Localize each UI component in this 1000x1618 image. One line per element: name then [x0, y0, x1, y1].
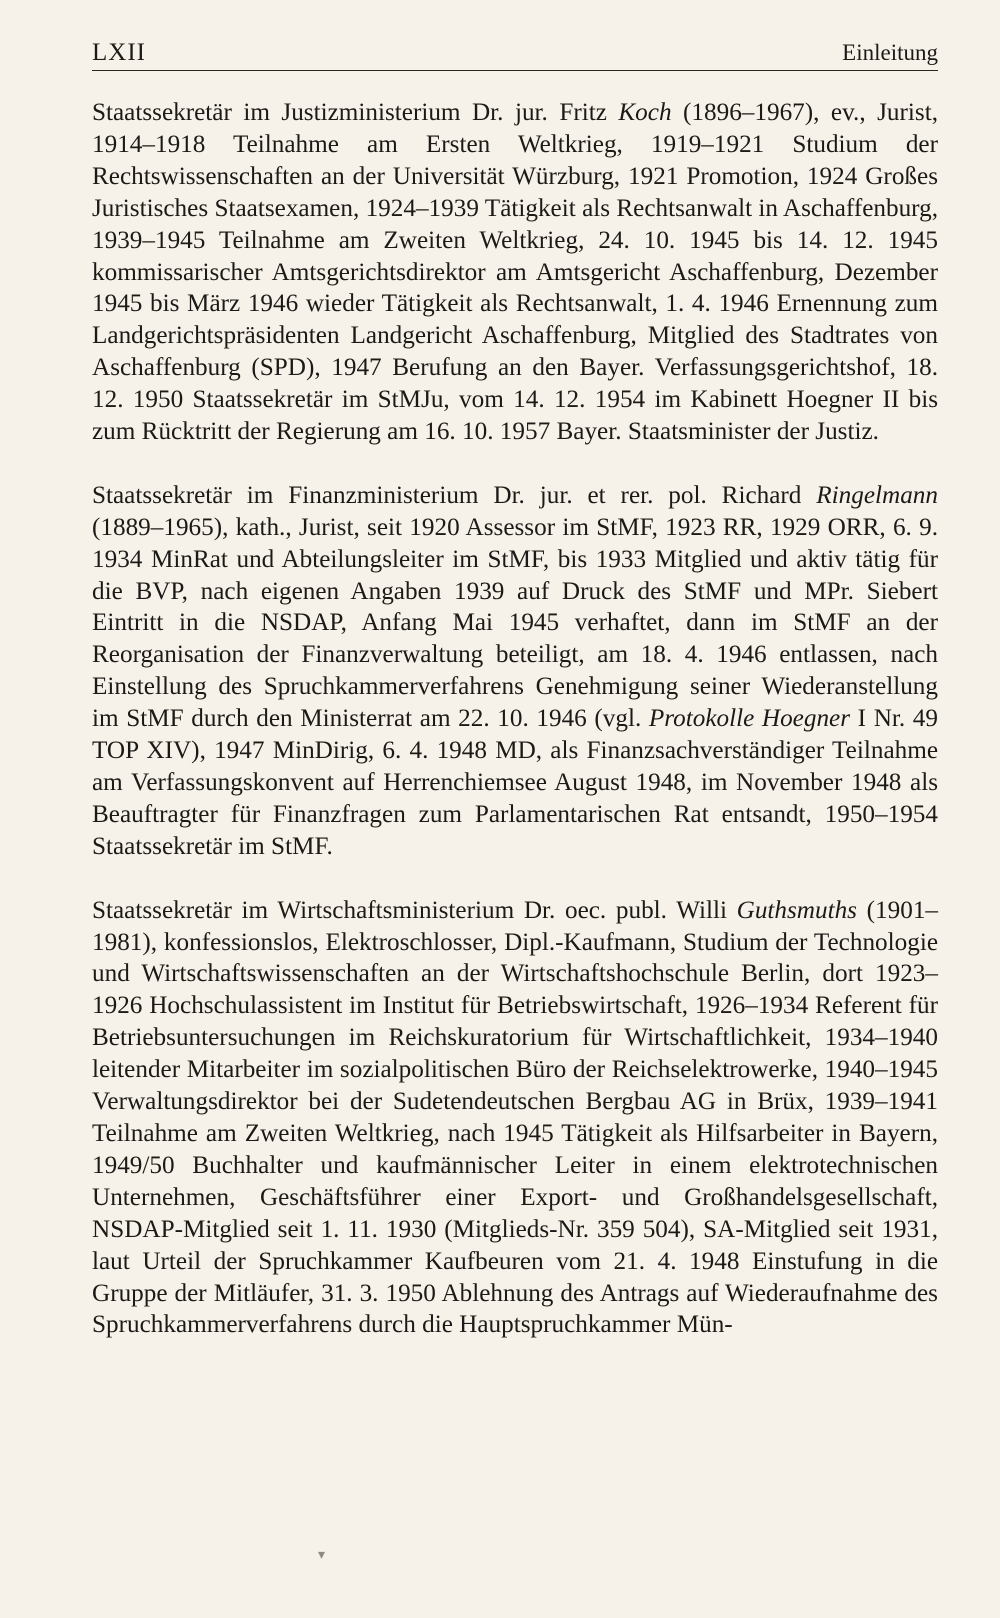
- person-name: Koch: [618, 99, 672, 126]
- entry-guthsmuths: [92, 895, 938, 1342]
- entry-intro: Staatssekretär im Wirtschaftsministerium Dr. oec. publ. Willi: [92, 896, 737, 924]
- entry-body: (1901–1981), konfessionslos, Elektroschlosser, Dipl.-Kaufmann, Studium der Technologie und Wirtschaftswissenschaften an der Wirtschaftshochschule Berlin, dort 1923–1926 Hochschulassistent im Institut für Betriebswirtschaft, 1926–1934 Referent für Betriebsuntersuchungen im Reichskuratorium für Wirtschaftlichkeit, 1934–1940 leitender Mitarbeiter im sozialpolitischen Büro der Reichselektrowerke, 1940–1945 Verwaltungsdirektor bei der Sudetendeutschen Bergbau AG in Brüx, 1939–1941 Teilnahme am Zweiten Weltkrieg, nach 1945 Tätigkeit als Hilfsarbeiter in Bayern, 1949/50 Buchhalter und kaufmännischer Leiter in einem elektrotechnischen Unternehmen, Geschäftsführer einer Export- und Großhandelsgesellschaft, NSDAP-Mitglied seit 1. 11. 1930 (Mitglieds-Nr. 359 504), SA-Mitglied seit 1931, laut Urteil der Spruchkammer Kaufbeuren vom 21. 4. 1948 Einstufung in die Gruppe der Mitläufer, 31. 3. 1950 Ablehnung des Antrags auf Wiederaufnahme des Spruchkammerverfahrens durch die Hauptspruchkammer Mün-: [92, 896, 939, 1339]
- entry-body: (1896–1967), ev., Jurist, 1914–1918 Teilnahme am Ersten Weltkrieg, 1919–1921 Studium der Rechtswissenschaften an der Universität Würzburg, 1921 Promotion, 1924 Großes Juristisches Staatsexamen, 1924–1939 Tätigkeit als Rechtsanwalt in Aschaffenburg, 1939–1945 Teilnahme am Zweiten Weltkrieg, 24. 10. 1945 bis 14. 12. 1945 kommissarischer Amtsgerichtsdirektor am Amtsgericht Aschaffenburg, Dezember 1945 bis März 1946 wieder Tätigkeit als Rechtsanwalt, 1. 4. 1946 Ernennung zum Landgerichtspräsidenten Landgericht Aschaffenburg, Mitglied des Stadtrates von Aschaffenburg (SPD), 1947 Berufung an den Bayer. Verfassungsgerichtshof, 18. 12. 1950 Staatssekretär im StMJu, vom 14. 12. 1954 im Kabinett Hoegner II bis zum Rücktritt der Regierung am 16. 10. 1957 Bayer. Staatsminister der Justiz.: [92, 99, 938, 446]
- entry-koch: [92, 97, 938, 448]
- person-name: Ringelmann: [816, 481, 938, 509]
- section-title: Einleitung: [842, 40, 938, 65]
- body-text: [92, 97, 938, 1373]
- entry-intro: Staatssekretär im Justizministerium Dr. jur. Fritz: [92, 99, 619, 126]
- entry-body-continued: I Nr. 49 TOP XIV), 1947 MinDirig, 6. 4. 1948 MD, als Finanzsachverständiger Teilnahme am Verfassungskonvent auf Herrenchiemsee August 1948, im November 1948 als Beauftragter für Finanzfragen zum Parlamentarischen Rat entsandt, 1950–1954 Staatssekretär im StMF.: [92, 705, 938, 860]
- entry-body: (1889–1965), kath., Jurist, seit 1920 Assessor im StMF, 1923 RR, 1929 ORR, 6. 9. 1934 MinRat und Abteilungsleiter im StMF, bis 1933 Mitglied und aktiv tätig für die BVP, nach eigenen Angaben 1939 auf Druck des StMF und MPr. Siebert Eintritt in die NSDAP, Anfang Mai 1945 verhaftet, dann im StMF an der Reorganisation der Finanzverwaltung beteiligt, am 18. 4. 1946 entlassen, nach Einstellung des Spruchkammerverfahrens Genehmigung seiner Wiederanstellung im StMF durch den Ministerrat am 22. 10. 1946 (vgl.: [92, 513, 938, 733]
- person-name: Guthsmuths: [736, 896, 857, 924]
- running-head: [92, 34, 938, 68]
- entry-ringelmann: [92, 480, 938, 863]
- reference-title: Protokolle Hoegner: [648, 705, 851, 733]
- printer-mark: ▾: [318, 1548, 326, 1563]
- header-rule: [92, 70, 938, 71]
- entry-intro: Staatssekretär im Finanzministerium Dr. jur. et rer. pol. Richard: [92, 481, 817, 509]
- page-number: LXII: [92, 39, 146, 66]
